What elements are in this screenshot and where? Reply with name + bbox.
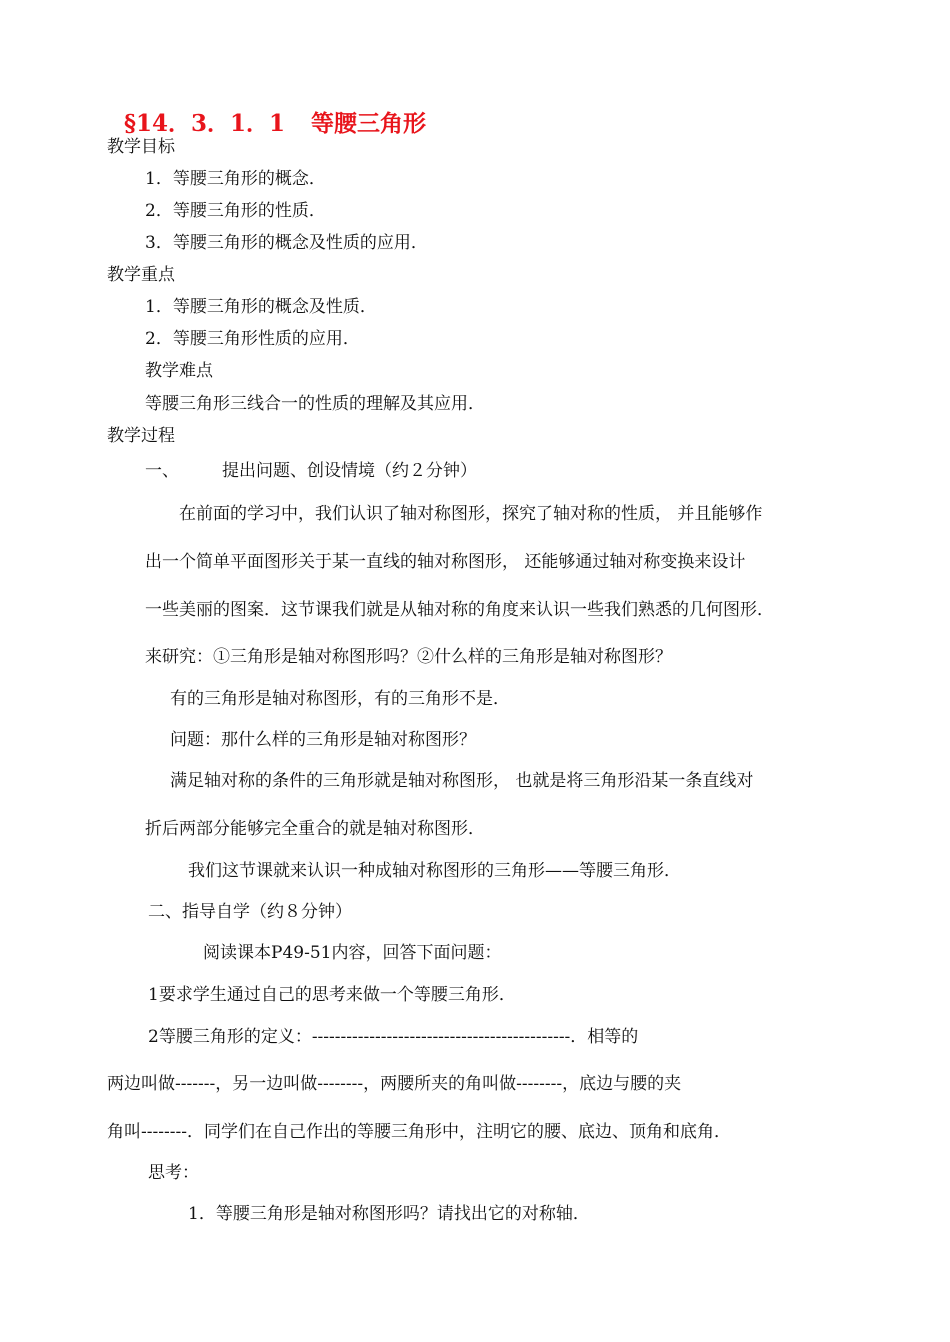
objective-item: 2．等腰三角形的性质． bbox=[145, 201, 326, 221]
paragraph-line: 在前面的学习中，我们认识了轴对称图形，探究了轴对称的性质， 并且能够作 bbox=[179, 504, 763, 524]
definition-line: 两边叫做-------，另一边叫做--------，两腰所夹的角叫做--------，底边与腰的夹 bbox=[107, 1074, 682, 1094]
part1-number: 一、 bbox=[145, 461, 179, 481]
key-point-item: 1．等腰三角形的概念及性质． bbox=[145, 297, 377, 317]
question-text: 问题：那什么样的三角形是轴对称图形？ bbox=[170, 730, 476, 750]
objective-item: 1．等腰三角形的概念． bbox=[145, 169, 326, 189]
difficulty-text: 等腰三角形三线合一的性质的理解及其应用． bbox=[145, 394, 485, 414]
difficulty-heading: 教学难点 bbox=[145, 361, 213, 381]
key-point-item: 2．等腰三角形性质的应用． bbox=[145, 329, 360, 349]
answer-text: 有的三角形是轴对称图形，有的三角形不是． bbox=[170, 689, 510, 709]
objective-item: 3．等腰三角形的概念及性质的应用． bbox=[145, 233, 428, 253]
task1-text: 1要求学生通过自己的思考来做一个等腰三角形． bbox=[148, 985, 516, 1005]
paragraph-line: 折后两部分能够完全重合的就是轴对称图形． bbox=[145, 819, 485, 839]
key-points-heading: 教学重点 bbox=[107, 265, 175, 285]
page-title bbox=[124, 110, 426, 138]
objectives-heading: 教学目标 bbox=[107, 137, 175, 157]
process-heading: 教学过程 bbox=[107, 426, 175, 446]
paragraph-line: 满足轴对称的条件的三角形就是轴对称图形， 也就是将三角形沿某一条直线对 bbox=[170, 771, 754, 791]
paragraph-line: 出一个简单平面图形关于某一直线的轴对称图形， 还能够通过轴对称变换来设计 bbox=[145, 552, 746, 572]
definition-line: 角叫--------．同学们在自己作出的等腰三角形中，注明它的腰、底边、顶角和底角． bbox=[107, 1122, 731, 1142]
section-number: §14．3．1．1 bbox=[124, 110, 286, 137]
paragraph-line: 一些美丽的图案．这节课我们就是从轴对称的角度来认识一些我们熟悉的几何图形． bbox=[145, 600, 774, 620]
title-name: 等腰三角形 bbox=[311, 110, 427, 137]
intro-text: 我们这节课就来认识一种成轴对称图形的三角形——等腰三角形． bbox=[188, 861, 681, 881]
think-item: 1．等腰三角形是轴对称图形吗？请找出它的对称轴． bbox=[188, 1204, 590, 1224]
think-heading: 思考： bbox=[148, 1163, 199, 1183]
part2-title: 二、指导自学（约８分钟） bbox=[148, 902, 352, 922]
paragraph-line: 来研究：①三角形是轴对称图形吗？②什么样的三角形是轴对称图形？ bbox=[145, 647, 672, 667]
definition-line: 2等腰三角形的定义：---------------------------------------------．相等的 bbox=[148, 1027, 639, 1047]
reading-text: 阅读课本P49-51内容，回答下面问题： bbox=[203, 943, 502, 963]
part1-title: 提出问题、创设情境（约２分钟） bbox=[222, 461, 477, 481]
